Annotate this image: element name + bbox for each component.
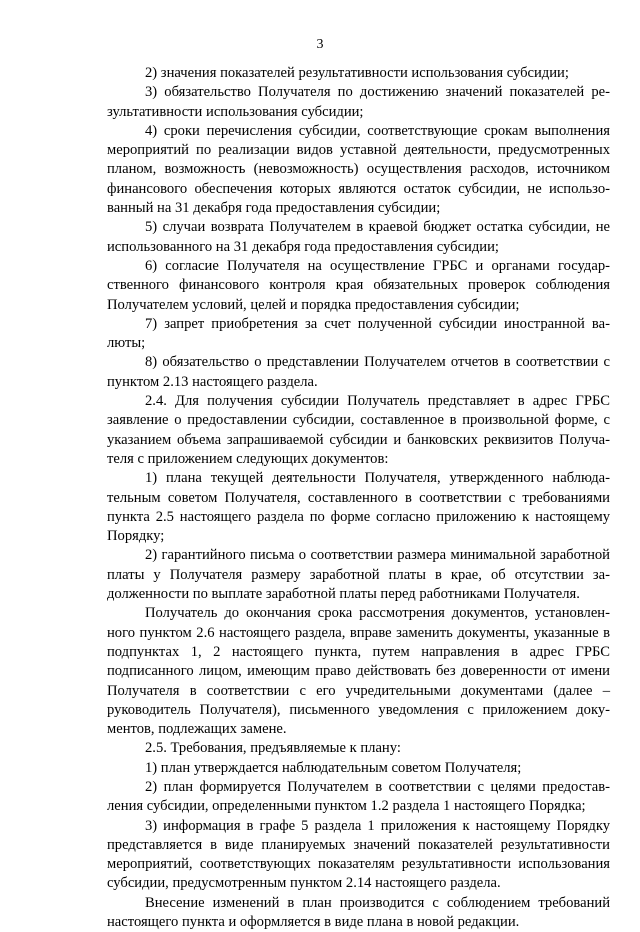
paragraph: 2) гарантийного письма о соответствии размера минимальной заработной платы у Получателя размеру заработной платы в крае, об отсутствии задолженности по выплате заработной платы перед работниками Получателя.	[107, 547, 610, 603]
paragraph: 5) случаи возврата Получателем в краевой бюджет остатка субсидии, не использованного на 31 декабря года предоставления субсидии;	[107, 219, 610, 255]
paragraph: 6) согласие Получателя на осуществление ГРБС и органами государственного финансового контроля края обязательных проверок соблюдения Получателем условий, целей и порядка предоставления субсидии;	[107, 257, 610, 313]
paragraph: 2) значения показателей результативности использования субсидии;	[145, 65, 569, 81]
paragraph: 1) план утверждается наблюдательным советом Получателя;	[145, 759, 522, 776]
paragraph: 3) обязательство Получателя по достижению значений показателей результативности использования субсидии;	[107, 84, 610, 120]
paragraph: 1) плана текущей деятельности Получателя, утвержденного наблюдательным советом Получателя, составленного в соответствии с требованиями пункта 2.5 настоящего раздела по форме согласно приложению к настоящему Порядку;	[107, 470, 610, 545]
paragraph: Внесение изменений в план производится с соблюдением требований настоящего пункта и оформляется в виде плана в новой редакции.	[107, 894, 610, 931]
paragraph: 8) обязательство о представлении Получателем отчетов в соответствии с пунктом 2.13 настоящего раздела.	[107, 354, 610, 390]
paragraph: Получатель до окончания срока рассмотрения документов, установленного пунктом 2.6 настоящего раздела, вправе заменить документы, указанные в подпунктах 1, 2 настоящего пункта, путем направления в адрес ГРБС подписанного лицом, имеющим право действовать без доверенности от имени Получателя в соответствии с его учредительными документами (далее – руководитель Получателя), письменного уведомления с приложением документов, подлежащих замене.	[107, 605, 610, 738]
paragraph: 2.4. Для получения субсидии Получатель представляет в адрес ГРБС заявление о предоставлении субсидии, составленное в произвольной форме, с указанием объема запрашиваемой субсидии и банковских реквизитов Получателя с приложением следующих документов:	[107, 393, 610, 467]
document-body	[107, 64, 610, 932]
paragraph: 3) информация в графе 5 раздела 1 приложения к настоящему Порядку представляется в виде планируемых значений показателей результативности мероприятий, соответствующих показателям результативности использования субсидии, предусмотренным пунктом 2.14 настоящего раздела.	[107, 817, 610, 892]
paragraph: 2.5. Требования, предъявляемые к плану:	[145, 740, 401, 757]
paragraph: 2) план формируется Получателем в соответствии с целями предоставления субсидии, определенными пунктом 1.2 раздела 1 настоящего Порядка;	[107, 778, 610, 815]
paragraph: 4) сроки перечисления субсидии, соответствующие срокам выполнения мероприятий по реализации видов уставной деятельности, предусмотренных планом, возможность (невозможность) осуществления расходов, источником финансового обеспечения которых являются остаток субсидии, не использованный на 31 декабря года предоставления субсидии;	[107, 122, 610, 217]
page-number: 3	[316, 37, 324, 52]
paragraph: 7) запрет приобретения за счет полученной субсидии иностранной валюты;	[107, 315, 610, 352]
